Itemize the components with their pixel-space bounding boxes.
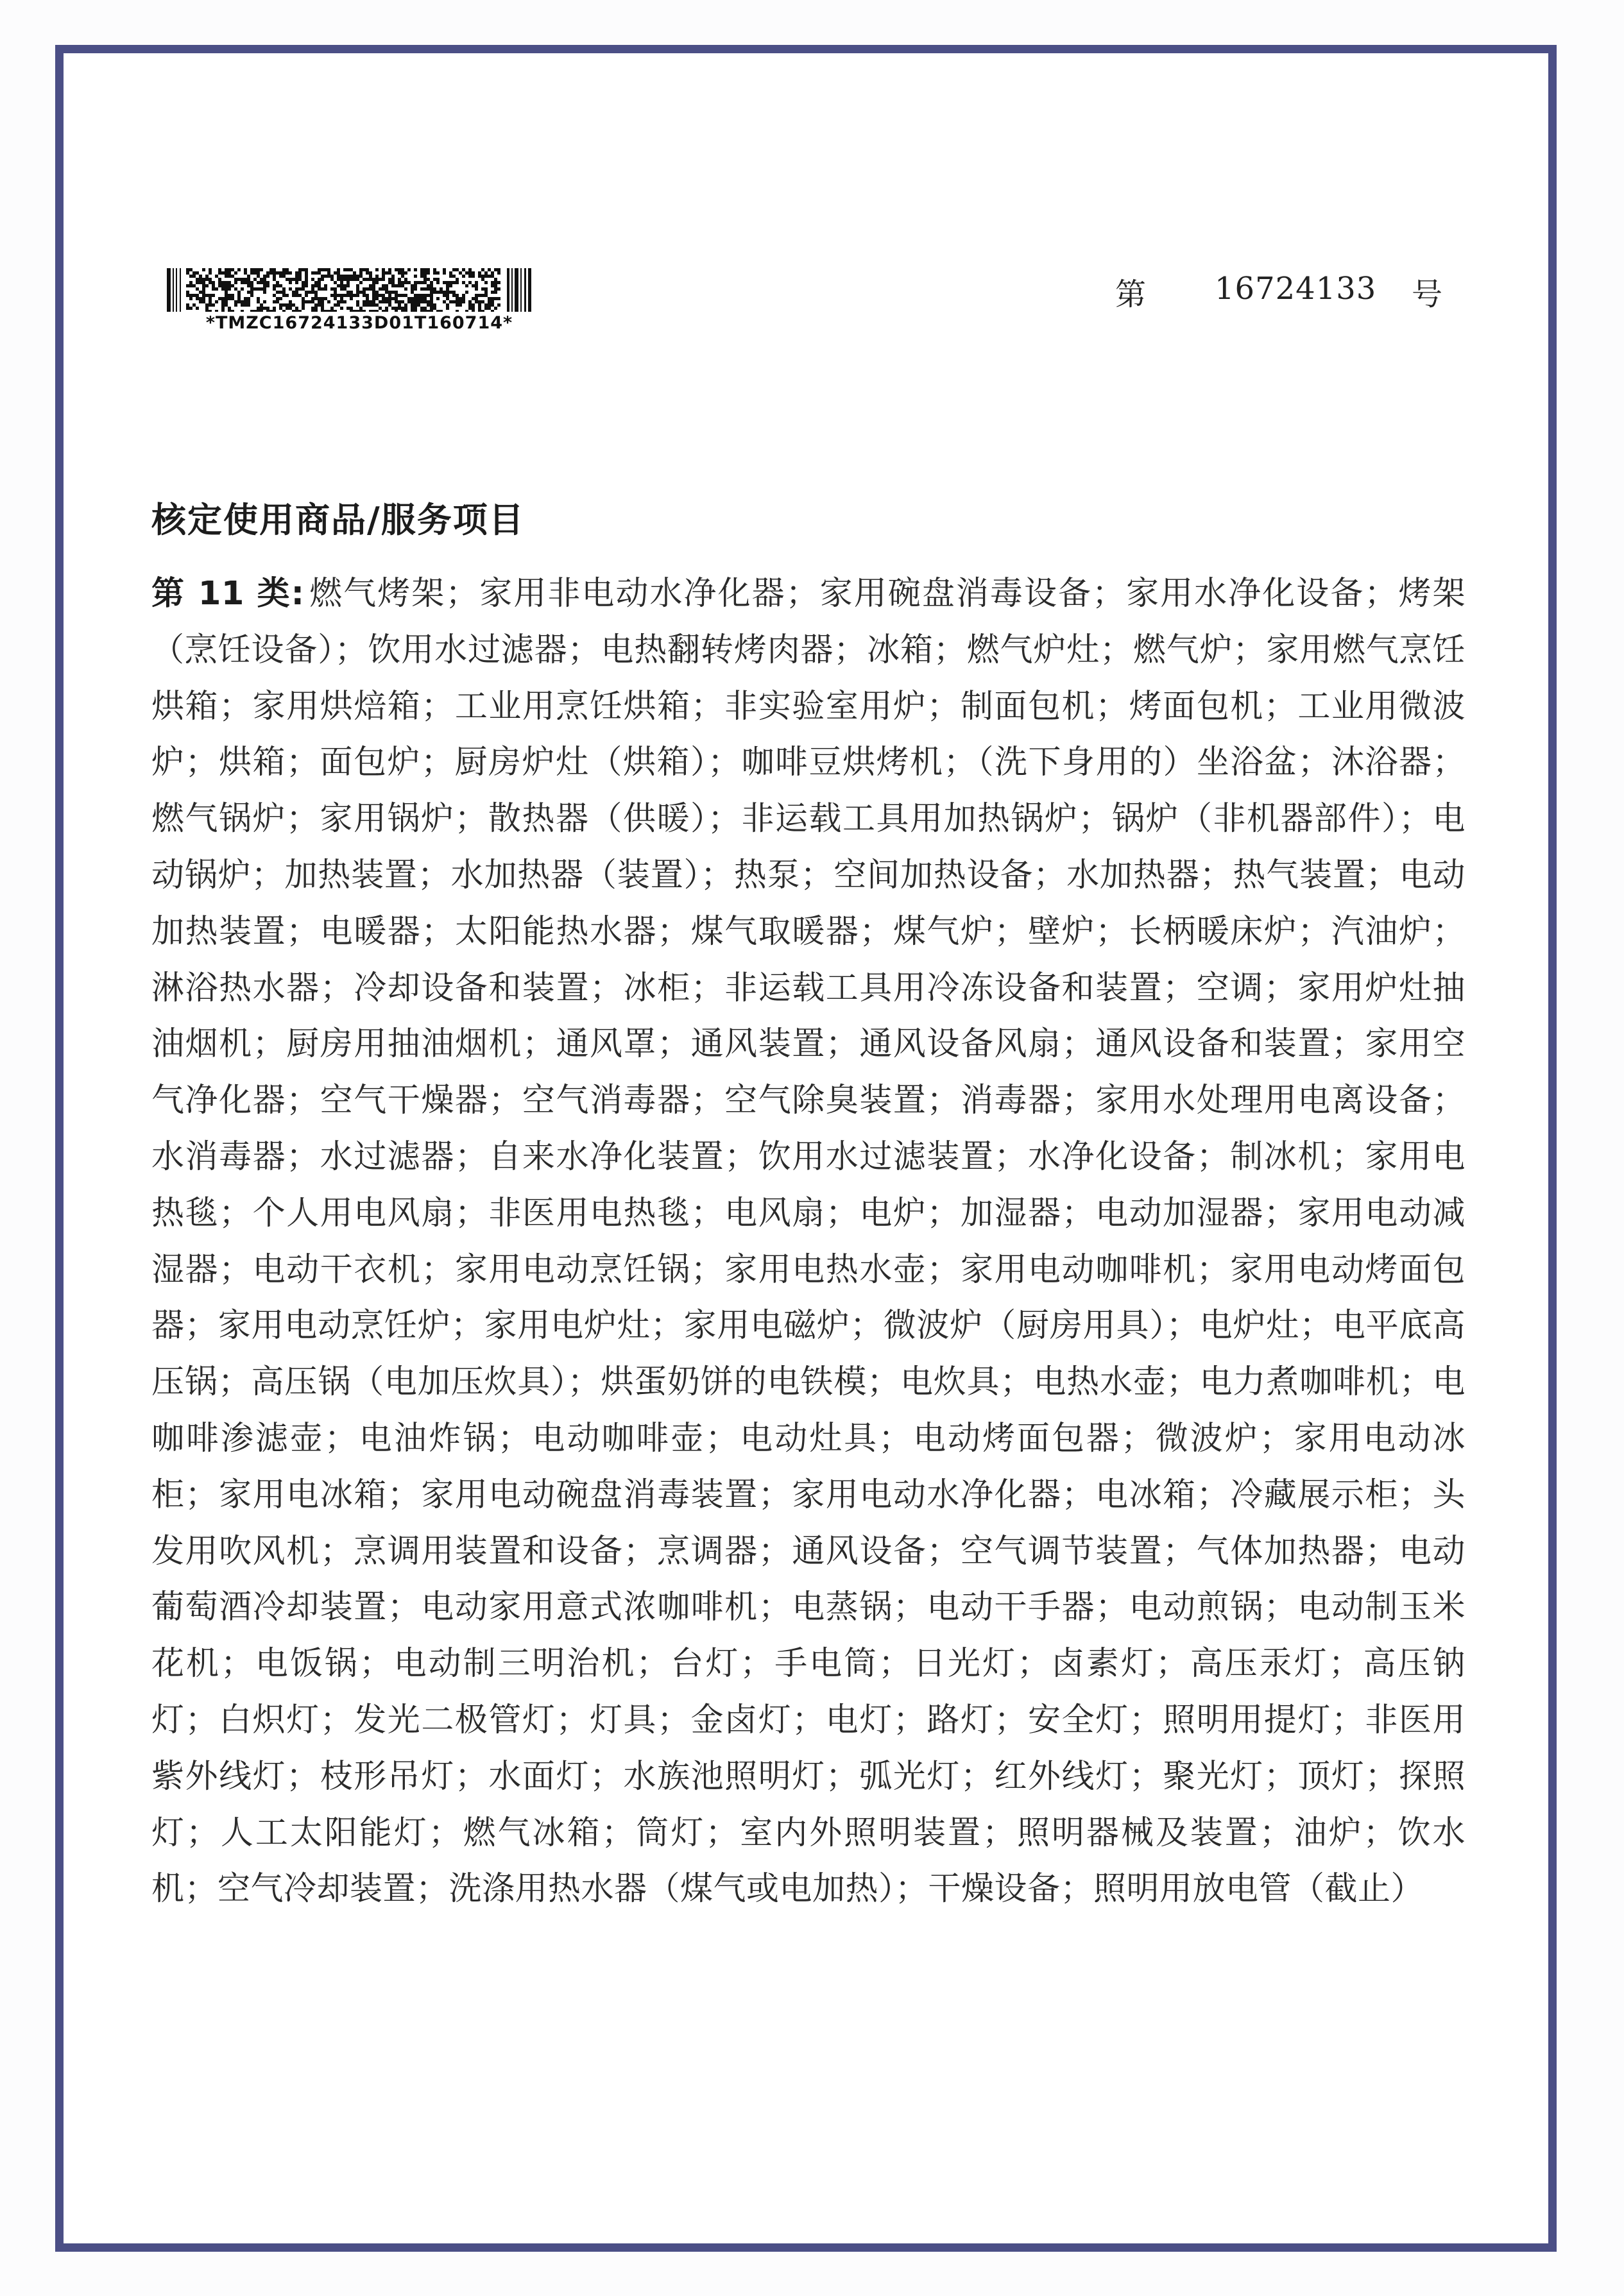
registration-suffix: 号 bbox=[1412, 276, 1443, 312]
goods-list bbox=[151, 566, 1466, 1918]
goods-items: 燃气烤架；家用非电动水净化器；家用碗盘消毒设备；家用水净化设备；烤架（烹饪设备）；饮用水过滤器；电热翻转烤肉器；冰箱；燃气炉灶；燃气炉；家用燃气烹饪烘箱；家用烘焙箱；工业用烹饪烘箱；非实验室用炉；制面包机；烤面包机；工业用微波炉；烘箱；面包炉；厨房炉灶（烘箱）；咖啡豆烘烤机；（洗下身用的）坐浴盆；沐浴器；燃气锅炉；家用锅炉；散热器（供暖）；非运载工具用加热锅炉；锅炉（非机器部件）；电动锅炉；加热装置；水加热器（装置）；热泵；空间加热设备；水加热器；热气装置；电动加热装置；电暖器；太阳能热水器；煤气取暖器；煤气炉；壁炉；长柄暖床炉；汽油炉；淋浴热水器；冷却设备和装置；冰柜；非运载工具用冷冻设备和装置；空调；家用炉灶抽油烟机；厨房用抽油烟机；通风罩；通风装置；通风设备风扇；通风设备和装置；家用空气净化器；空气干燥器；空气消毒器；空气除臭装置；消毒器；家用水处理用电离设备；水消毒器；水过滤器；自来水净化装置；饮用水过滤装置；水净化设备；制冰机；家用电热毯；个人用电风扇；非医用电热毯；电风扇；电炉；加湿器；电动加湿器；家用电动减湿器；电动干衣机；家用电动烹饪锅；家用电热水壶；家用电动咖啡机；家用电动烤面包器；家用电动烹饪炉；家用电炉灶；家用电磁炉；微波炉（厨房用具）；电炉灶；电平底高压锅；高压锅（电加压炊具）；烘蛋奶饼的电铁模；电炊具；电热水壶；电力煮咖啡机；电咖啡渗滤壶；电油炸锅；电动咖啡壶；电动灶具；电动烤面包器；微波炉；家用电动冰柜；家用电冰箱；家用电动碗盘消毒装置；家用电动水净化器；电冰箱；冷藏展示柜；头发用吹风机；烹调用装置和设备；烹调器；通风设备；空气调节装置；气体加热器；电动葡萄酒冷却装置；电动家用意式浓咖啡机；电蒸锅；电动干手器；电动煎锅；电动制玉米花机；电饭锅；电动制三明治机；台灯；手电筒；日光灯；卤素灯；高压汞灯；高压钠灯；白炽灯；发光二极管灯；灯具；金卤灯；电灯；路灯；安全灯；照明用提灯；非医用紫外线灯；枝形吊灯；水面灯；水族池照明灯；弧光灯；红外线灯；聚光灯；顶灯；探照灯；人工太阳能灯；燃气冰箱；筒灯；室内外照明装置；照明器械及装置；油炉；饮水机；空气冷却装置；洗涤用热水器（煤气或电加热）；干燥设备；照明用放电管（截止） bbox=[151, 575, 1466, 1909]
registration-prefix: 第 bbox=[1115, 276, 1147, 312]
barcode-graphic bbox=[167, 268, 552, 312]
registration-number-value: 16724133 bbox=[1215, 271, 1377, 307]
barcode-caption: *TMZC16724133D01T160714* bbox=[205, 313, 513, 333]
class-label: 第 11 类: bbox=[151, 575, 305, 613]
barcode bbox=[167, 268, 552, 333]
registration-number bbox=[1091, 269, 1476, 321]
section-heading: 核定使用商品/服务项目 bbox=[151, 500, 525, 540]
